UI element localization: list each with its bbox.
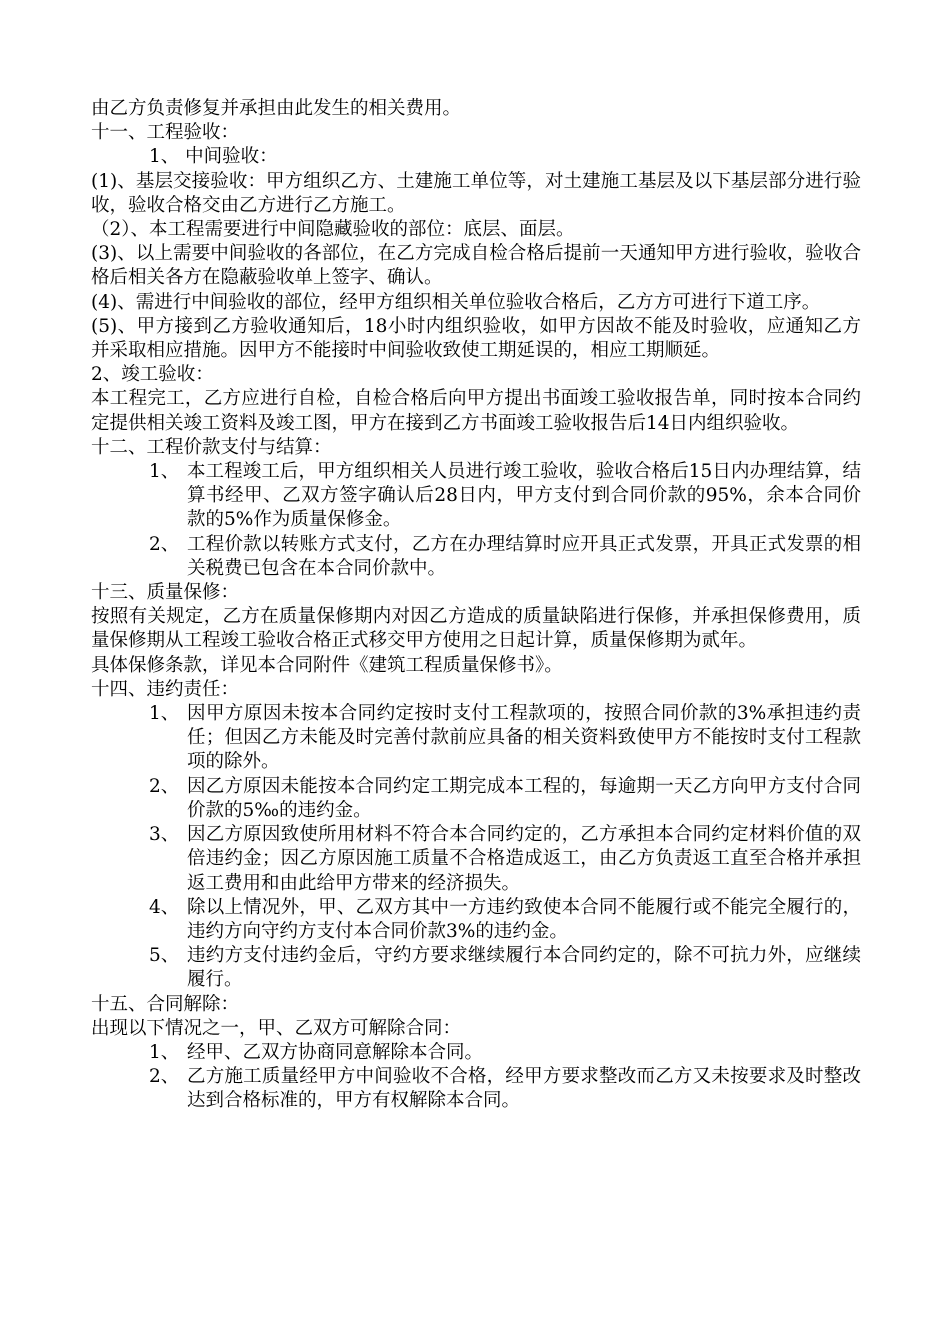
list-item	[91, 460, 861, 533]
paragraph: 出现以下情况之一，甲、乙双方可解除合同：	[91, 1017, 462, 1039]
section-heading: 十二、工程价款支付与结算：	[91, 436, 332, 458]
paragraph: 按照有关规定，乙方在质量保修期内对因乙方造成的质量缺陷进行保修，并承担保修费用，质量保修期从工程竣工验收合格正式移交甲方使用之日起计算，质量保修期为贰年。	[91, 606, 861, 652]
paragraph: (3)、以上需要中间验收的各部位，在乙方完成自检合格后提前一天通知甲方进行验收，验收合格后相关各方在隐蔽验收单上签字、确认。	[91, 243, 861, 289]
list-item-number: 1、	[149, 1041, 180, 1063]
list-item-number: 1、	[149, 461, 180, 483]
list-item-number: 2、	[149, 775, 180, 797]
section-heading: 十四、违约责任：	[91, 678, 240, 700]
paragraph: (5)、甲方接到乙方验收通知后，18小时内组织验收，如甲方因故不能及时验收，应通知乙方并采取相应措施。因甲方不能接时中间验收致使工期延误的，相应工期顺延。	[91, 315, 861, 362]
list-item-text: 因乙方原因致使所用材料不符合本合同约定的，乙方承担本合同约定材料价值的双倍违约金；因乙方原因施工质量不合格造成返工，由乙方负责返工直至合格并承担返工费用和由此给甲方带来的经济损失。	[187, 824, 861, 894]
list-item	[91, 775, 861, 823]
list-item	[91, 533, 861, 581]
section-heading: 十五、合同解除：	[91, 993, 240, 1015]
paragraph: (4)、需进行中间验收的部位，经甲方组织相关单位验收合格后，乙方方可进行下道工序。	[91, 291, 821, 313]
subsection-heading: 1、 中间验收：	[149, 146, 278, 168]
list-item-number: 2、	[149, 533, 180, 555]
list-item-text: 本工程竣工后，甲方组织相关人员进行竣工验收，验收合格后15日内办理结算，结算书经甲、乙双方签字确认后28日内，甲方支付到合同价款的95%，余本合同价款的5%作为质量保修金。	[187, 461, 861, 531]
list-item-text: 因乙方原因未能按本合同约定工期完成本工程的，每逾期一天乙方向甲方支付合同价款的5‰的违约金。	[187, 775, 861, 821]
list-item-number: 3、	[149, 824, 180, 846]
section-heading: 十三、质量保修：	[91, 582, 240, 604]
list-item-text: 乙方施工质量经甲方中间验收不合格，经甲方要求整改而乙方又未按要求及时整改达到合格标准的，甲方有权解除本合同。	[187, 1066, 861, 1112]
list-item	[91, 896, 861, 944]
section-heading: 十一、工程验收：	[91, 122, 240, 144]
list-item	[91, 823, 861, 896]
section-heading: 2、竣工验收：	[91, 364, 214, 386]
list-item	[91, 1065, 861, 1113]
paragraph: 由乙方负责修复并承担由此发生的相关费用。	[91, 98, 462, 119]
list-item-number: 5、	[149, 945, 180, 967]
list-item-text: 除以上情况外，甲、乙双方其中一方违约致使本合同不能履行或不能完全履行的，违约方向守约方支付本合同价款3%的违约金。	[187, 896, 861, 942]
paragraph: 具体保修条款，详见本合同附件《建筑工程质量保修书》。	[91, 654, 563, 676]
list-item-text: 工程价款以转账方式支付，乙方在办理结算时应开具正式发票，开具正式发票的相关税费已包含在本合同价款中。	[187, 533, 861, 579]
list-item-text: 违约方支付违约金后，守约方要求继续履行本合同约定的，除不可抗力外，应继续履行。	[187, 945, 861, 991]
list-item	[91, 1041, 861, 1065]
paragraph: 本工程完工，乙方应进行自检，自检合格后向甲方提出书面竣工验收报告单，同时按本合同约定提供相关竣工资料及竣工图，甲方在接到乙方书面竣工验收报告后14日内组织验收。	[91, 388, 861, 434]
document-page	[91, 97, 861, 1114]
paragraph: （2）、本工程需要进行中间隐藏验收的部位：底层、面层。	[91, 219, 575, 241]
list-item-number: 4、	[149, 896, 180, 918]
paragraph: (1)、基层交接验收：甲方组织乙方、土建施工单位等，对土建施工基层及以下基层部分进行验收，验收合格交由乙方进行乙方施工。	[91, 170, 861, 216]
list-item-number: 1、	[149, 703, 180, 725]
list-item-number: 2、	[149, 1066, 180, 1088]
list-item-text: 因甲方原因未按本合同约定按时支付工程款项的，按照合同价款的3%承担违约责任；但因乙方未能及时完善付款前应具备的相关资料致使甲方不能按时支付工程款项的除外。	[187, 703, 861, 773]
list-item	[91, 702, 861, 775]
list-item-text: 经甲、乙双方协商同意解除本合同。	[187, 1041, 484, 1063]
list-item	[91, 944, 861, 992]
